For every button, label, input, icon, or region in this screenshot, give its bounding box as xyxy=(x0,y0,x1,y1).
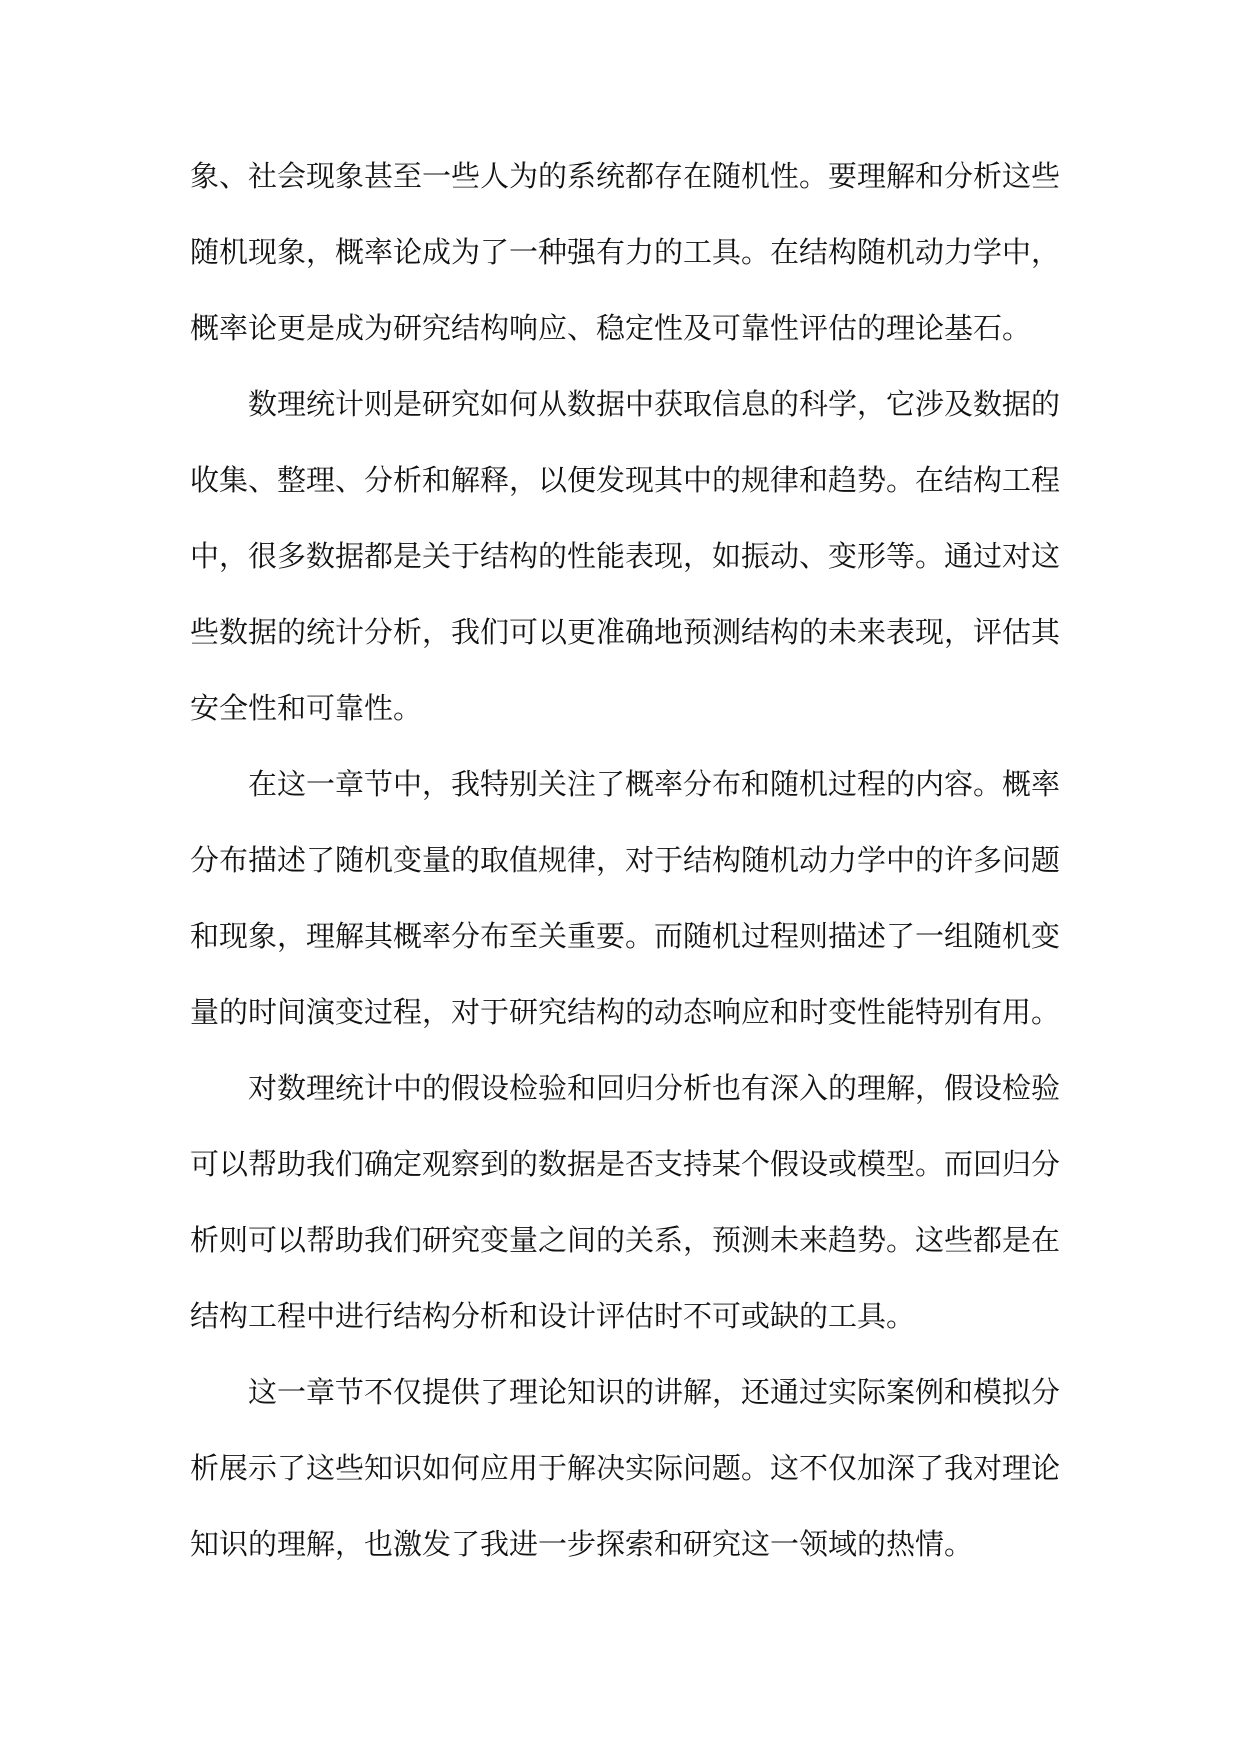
paragraph-5 xyxy=(190,1354,1060,1582)
paragraph-1 xyxy=(190,138,1060,366)
text-line: 知识的理解，也激发了我进一步探索和研究这一领域的热情。 xyxy=(190,1527,974,1561)
text-line: 些数据的统计分析，我们可以更准确地预测结构的未来表现，评估其 xyxy=(190,615,1061,649)
text-line: 对数理统计中的假设检验和回归分析也有深入的理解，假设检验 xyxy=(248,1071,1061,1105)
text-line: 随机现象，概率论成为了一种强有力的工具。在结构随机动力学中， xyxy=(190,235,1061,269)
text-line: 中，很多数据都是关于结构的性能表现，如振动、变形等。通过对这 xyxy=(190,539,1061,573)
text-line: 量的时间演变过程，对于研究结构的动态响应和时变性能特别有用。 xyxy=(190,995,1061,1029)
text-line: 分布描述了随机变量的取值规律，对于结构随机动力学中的许多问题 xyxy=(190,843,1061,877)
text-line: 这一章节不仅提供了理论知识的讲解，还通过实际案例和模拟分 xyxy=(248,1375,1061,1409)
paragraph-2 xyxy=(190,366,1060,746)
text-line: 数理统计则是研究如何从数据中获取信息的科学，它涉及数据的 xyxy=(248,387,1061,421)
text-line: 在这一章节中，我特别关注了概率分布和随机过程的内容。概率 xyxy=(248,767,1061,801)
text-line: 安全性和可靠性。 xyxy=(190,691,423,725)
text-line: 可以帮助我们确定观察到的数据是否支持某个假设或模型。而回归分 xyxy=(190,1147,1061,1181)
paragraph-4 xyxy=(190,1050,1060,1354)
paragraph-3 xyxy=(190,746,1060,1050)
text-line: 析展示了这些知识如何应用于解决实际问题。这不仅加深了我对理论 xyxy=(190,1451,1061,1485)
text-line: 概率论更是成为研究结构响应、稳定性及可靠性评估的理论基石。 xyxy=(190,311,1032,345)
text-line: 析则可以帮助我们研究变量之间的关系，预测未来趋势。这些都是在 xyxy=(190,1223,1061,1257)
text-line: 结构工程中进行结构分析和设计评估时不可或缺的工具。 xyxy=(190,1299,916,1333)
text-line: 收集、整理、分析和解释，以便发现其中的规律和趋势。在结构工程 xyxy=(190,463,1061,497)
document-body xyxy=(190,138,1060,1582)
text-line: 象、社会现象甚至一些人为的系统都存在随机性。要理解和分析这些 xyxy=(190,159,1061,193)
text-line: 和现象，理解其概率分布至关重要。而随机过程则描述了一组随机变 xyxy=(190,919,1061,953)
